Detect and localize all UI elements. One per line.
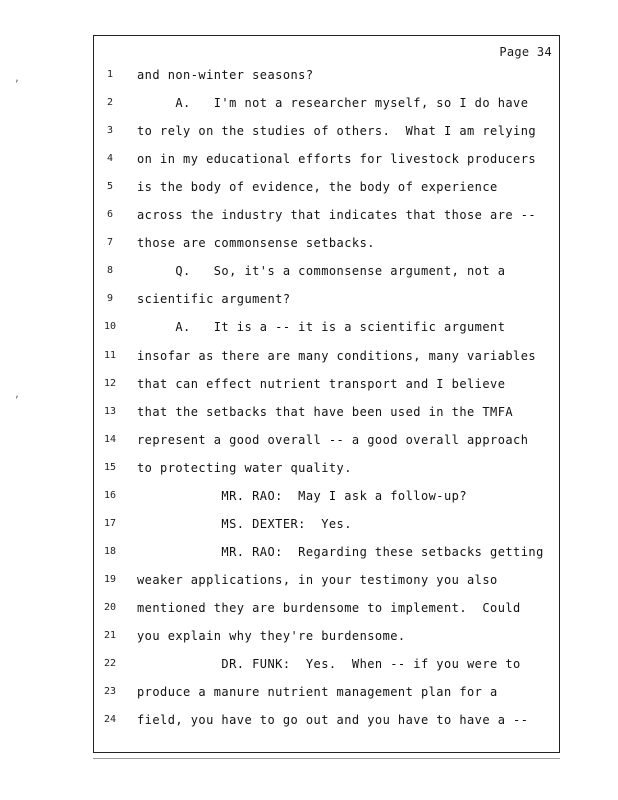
bottom-rule	[93, 758, 560, 759]
transcript-line: MR. RAO: May I ask a follow-up?	[137, 488, 468, 503]
page-number: Page 34	[499, 45, 552, 59]
line-number: 14	[103, 433, 117, 445]
transcript-line: scientific argument?	[137, 292, 291, 307]
line-number: 22	[103, 658, 117, 670]
transcript-line: MS. DEXTER: Yes.	[137, 516, 352, 531]
line-number: 19	[103, 573, 117, 585]
margin-mark-middle: ,	[14, 389, 21, 400]
transcript-line: that can effect nutrient transport and I believe	[137, 376, 506, 391]
transcript-line: across the industry that indicates that those are --	[137, 208, 537, 223]
transcript-line: to protecting water quality.	[137, 460, 352, 475]
transcript-line: insofar as there are many conditions, many variables	[137, 348, 537, 363]
transcript-line: A. I'm not a researcher myself, so I do have	[137, 96, 529, 111]
transcript-line: MR. RAO: Regarding these setbacks getting	[137, 544, 544, 559]
transcript-line: is the body of evidence, the body of experience	[137, 180, 498, 195]
line-number: 16	[103, 489, 117, 501]
transcript-line: that the setbacks that have been used in the TMFA	[137, 404, 514, 419]
line-number: 8	[106, 265, 114, 277]
line-number: 10	[103, 321, 117, 333]
line-number: 21	[103, 630, 117, 641]
line-number: 23	[103, 686, 117, 698]
transcript-line: mentioned they are burdensome to implement. Could	[137, 600, 521, 615]
transcript-line: Q. So, it's a commonsense argument, not a	[137, 264, 506, 279]
line-number: 18	[103, 545, 117, 557]
transcript-line: on in my educational efforts for livestock producers	[137, 152, 537, 167]
line-number: 3	[106, 125, 114, 137]
line-number: 5	[106, 181, 114, 193]
line-number: 6	[106, 209, 114, 221]
transcript-line: you explain why they're burdensome.	[137, 629, 406, 643]
line-number: 7	[106, 237, 114, 249]
transcript-line: represent a good overall -- a good overall approach	[137, 432, 529, 447]
transcript-page-border	[93, 35, 560, 753]
margin-mark-top: ,	[14, 73, 21, 84]
transcript-line: weaker applications, in your testimony you also	[137, 572, 498, 587]
line-number: 1	[106, 69, 114, 80]
transcript-line: field, you have to go out and you have to have a --	[137, 713, 529, 728]
line-number: 11	[103, 349, 117, 361]
line-number: 4	[106, 153, 114, 165]
line-number: 15	[103, 461, 117, 473]
line-number: 20	[103, 601, 117, 613]
line-number: 2	[106, 97, 114, 109]
line-number: 13	[103, 405, 117, 417]
line-number: 12	[103, 377, 117, 389]
line-number: 17	[103, 517, 117, 529]
transcript-line: DR. FUNK: Yes. When -- if you were to	[137, 657, 521, 672]
transcript-line: and non-winter seasons?	[137, 68, 314, 82]
line-number: 24	[103, 714, 117, 726]
transcript-line: produce a manure nutrient management plan for a	[137, 685, 498, 700]
transcript-line: those are commonsense setbacks.	[137, 236, 375, 251]
transcript-line: to rely on the studies of others. What I am relying	[137, 124, 537, 139]
line-number: 9	[106, 293, 114, 305]
transcript-line: A. It is a -- it is a scientific argument	[137, 320, 506, 335]
